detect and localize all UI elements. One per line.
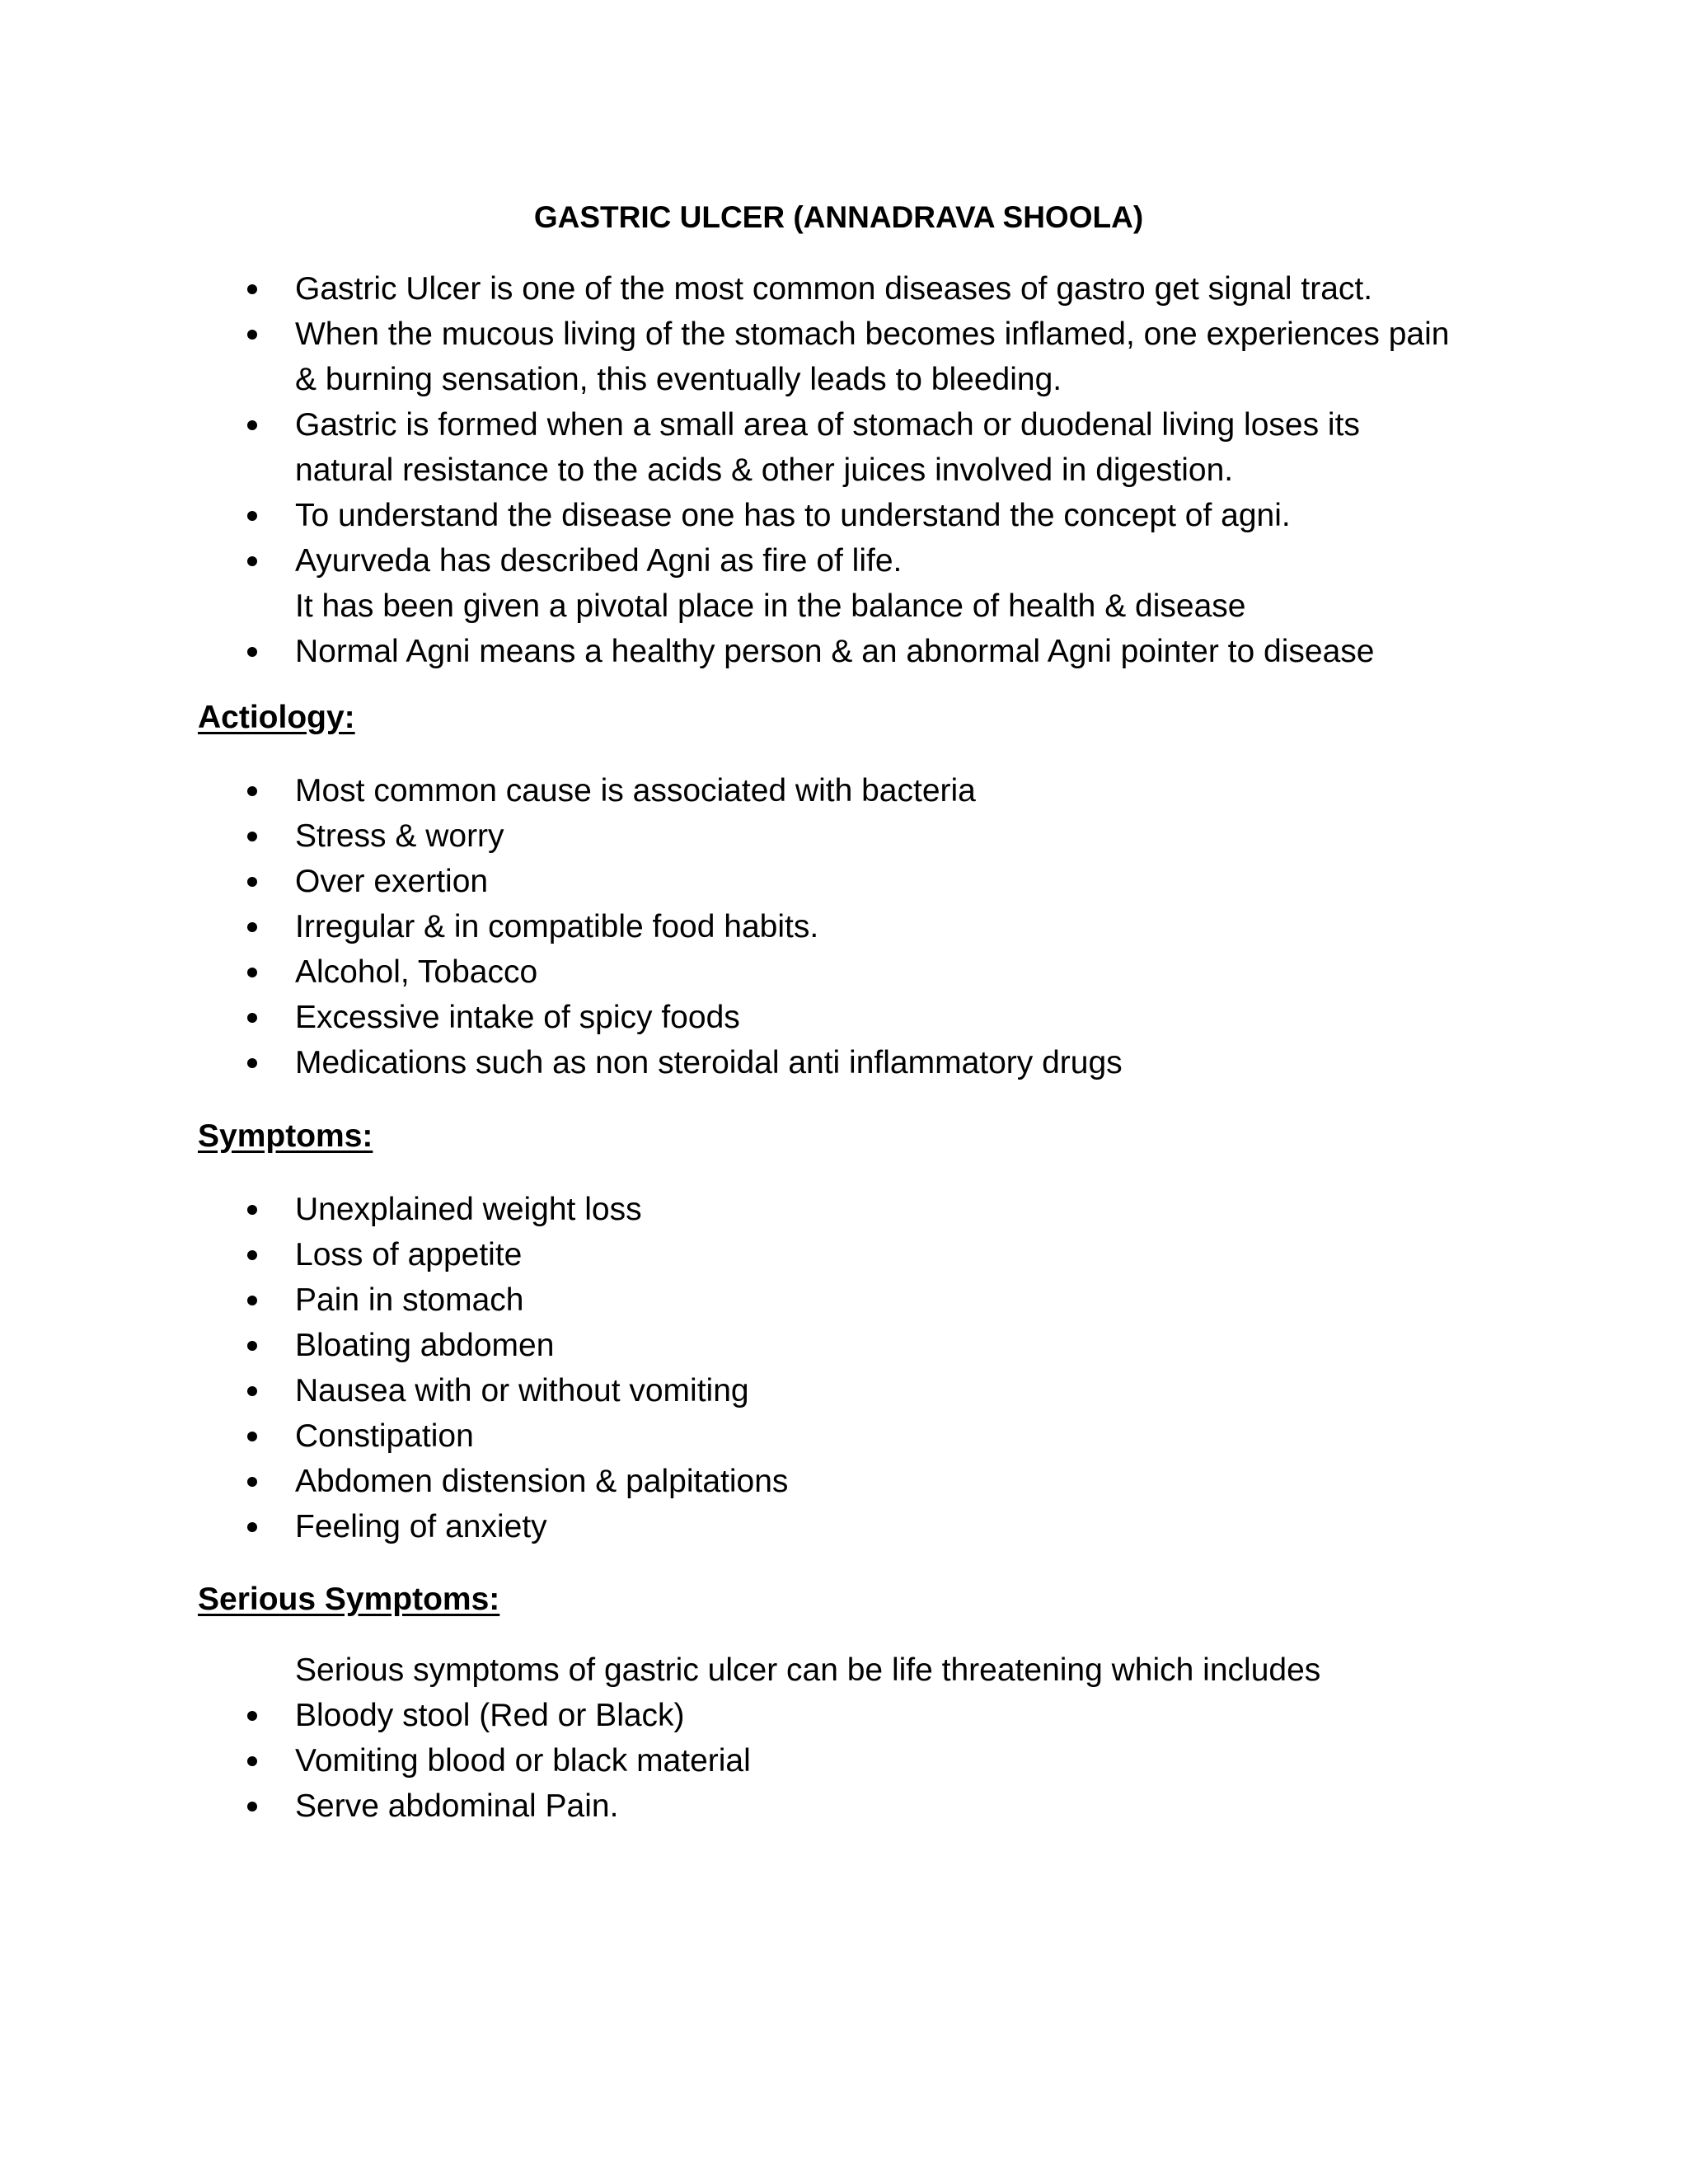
list-item-text: Excessive intake of spicy foods [295, 1000, 740, 1035]
list-item-text: Constipation [295, 1418, 474, 1454]
list-item-text: Vomiting blood or black material [295, 1743, 751, 1779]
list-item [196, 768, 1515, 813]
list-item-text: Gastric Ulcer is one of the most common diseases of gastro get signal tract. [295, 271, 1373, 307]
list-item-text: To understand the disease one has to understand the concept of agni. [295, 498, 1291, 533]
list-item [196, 859, 1515, 904]
document-title: GASTRIC ULCER (ANNADRAVA SHOOLA) [533, 200, 1144, 234]
list-item-text: When the mucous living of the stomach becomes inflamed, one experiences pain [295, 316, 1450, 352]
list-item [196, 1783, 1515, 1829]
list-item-text: Nausea with or without vomiting [295, 1373, 749, 1408]
list-item [196, 1459, 1515, 1504]
bullet-icon [247, 1432, 257, 1441]
list-item-text: Abdomen distension & palpitations [295, 1464, 789, 1499]
list-item-text: Stress & worry [295, 818, 504, 854]
list-item [196, 1413, 1515, 1459]
list-item-text: Serve abdominal Pain. [295, 1788, 619, 1824]
list-item [196, 1738, 1515, 1783]
list-item-text-continued: It has been given a pivotal place in the balance of health & disease [295, 588, 1246, 624]
list-item-text: Most common cause is associated with bacteria [295, 773, 976, 808]
list-item [196, 1277, 1515, 1323]
bullet-icon [247, 511, 257, 521]
symptoms-bullet-list [196, 1187, 1515, 1549]
bullet-icon [247, 1250, 257, 1260]
list-item-text: Feeling of anxiety [295, 1509, 547, 1544]
list-item [196, 1693, 1515, 1738]
list-item [196, 1040, 1515, 1085]
list-item [196, 312, 1515, 402]
bullet-icon [247, 1341, 257, 1351]
list-item-text: Bloating abdomen [295, 1328, 555, 1363]
section-heading-serious-symptoms: Serious Symptoms: [198, 1582, 500, 1617]
list-item [196, 1187, 1515, 1232]
bullet-icon [247, 1802, 257, 1811]
list-item-text-continued: natural resistance to the acids & other juices involved in digestion. [295, 452, 1234, 488]
list-item [196, 949, 1515, 995]
list-item-text: Gastric is formed when a small area of stomach or duodenal living loses its [295, 407, 1360, 443]
list-item [196, 629, 1515, 674]
bullet-icon [247, 556, 257, 566]
list-item [196, 493, 1515, 538]
list-item [196, 538, 1515, 629]
bullet-icon [247, 330, 257, 340]
list-item-text: Irregular & in compatible food habits. [295, 909, 819, 944]
section-heading-aetiology: Actiology: [198, 700, 355, 735]
list-item-text: Ayurveda has described Agni as fire of life. [295, 543, 903, 579]
aetiology-bullet-list [196, 768, 1515, 1085]
list-item-text: Bloody stool (Red or Black) [295, 1698, 685, 1733]
list-item-text: Normal Agni means a healthy person & an abnormal Agni pointer to disease [295, 634, 1375, 669]
list-item [196, 1232, 1515, 1277]
bullet-icon [247, 922, 257, 932]
intro-bullet-list [196, 266, 1515, 674]
list-item [196, 266, 1515, 312]
bullet-icon [247, 786, 257, 796]
list-item-text: Loss of appetite [295, 1237, 523, 1272]
bullet-icon [247, 877, 257, 887]
list-item-text: Alcohol, Tobacco [295, 954, 538, 990]
bullet-icon [247, 1386, 257, 1396]
bullet-icon [247, 647, 257, 657]
bullet-icon [247, 1477, 257, 1487]
bullet-icon [247, 1296, 257, 1305]
list-item-text: Medications such as non steroidal anti inflammatory drugs [295, 1045, 1123, 1080]
list-item [196, 1504, 1515, 1549]
bullet-icon [247, 1522, 257, 1532]
bullet-icon [247, 284, 257, 294]
bullet-icon [247, 1205, 257, 1215]
serious-symptoms-bullet-list [196, 1693, 1515, 1829]
bullet-icon [247, 968, 257, 977]
bullet-icon [247, 420, 257, 430]
bullet-icon [247, 1756, 257, 1766]
list-item [196, 995, 1515, 1040]
list-item-text: Pain in stomach [295, 1282, 524, 1318]
list-item [196, 402, 1515, 493]
section-heading-symptoms: Symptoms: [198, 1118, 373, 1154]
bullet-icon [247, 832, 257, 841]
bullet-icon [247, 1711, 257, 1721]
list-item [196, 1323, 1515, 1368]
bullet-icon [247, 1013, 257, 1023]
list-item-text: Unexplained weight loss [295, 1192, 642, 1227]
list-item [196, 1368, 1515, 1413]
list-item [196, 813, 1515, 859]
bullet-icon [247, 1058, 257, 1068]
serious-symptoms-intro: Serious symptoms of gastric ulcer can be life threatening which includes [295, 1652, 1321, 1688]
list-item-text-continued: & burning sensation, this eventually leads to bleeding. [295, 362, 1062, 397]
list-item-text: Over exertion [295, 864, 489, 899]
list-item [196, 904, 1515, 949]
